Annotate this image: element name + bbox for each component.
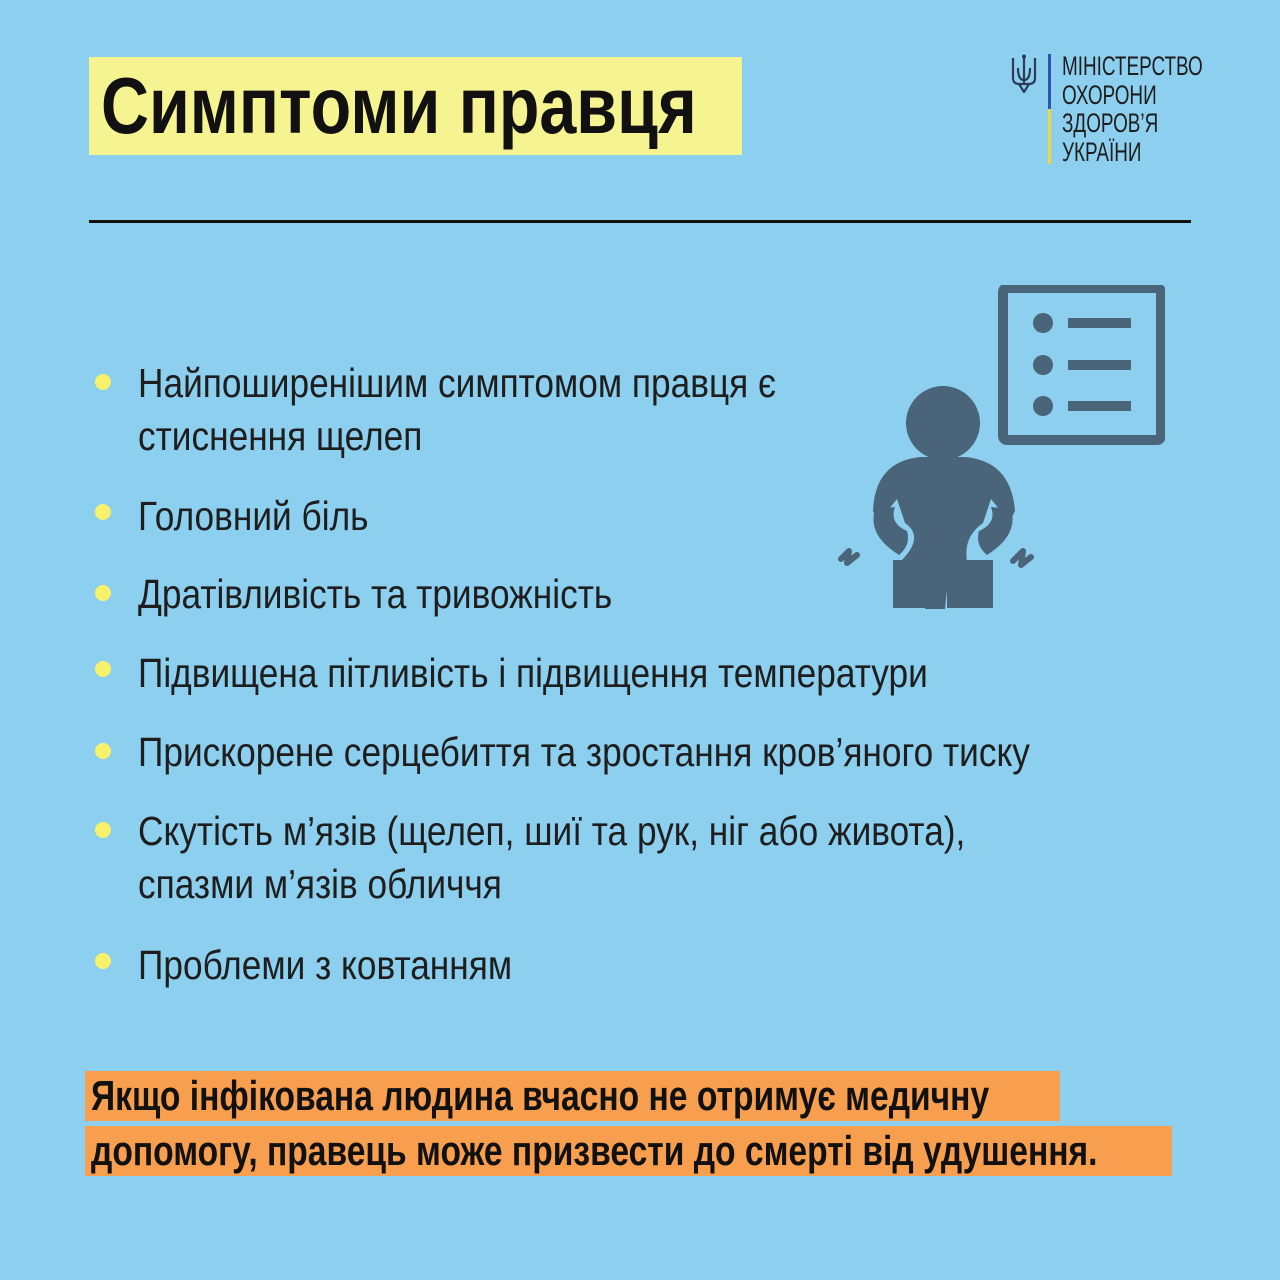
symptom-line: Підвищена пітливість і підвищення температури xyxy=(138,650,928,696)
bullet-icon xyxy=(95,585,111,601)
symptom-line: Прискорене серцебиття та зростання кров’яного тиску xyxy=(138,729,1030,775)
page-title: Симптоми правця xyxy=(101,61,697,150)
symptom-line: Скутість м’язів (щелеп, шиї та рук, ніг або живота), xyxy=(138,808,966,854)
bullet-icon xyxy=(95,504,111,520)
symptom-line: Головний біль xyxy=(138,493,369,539)
logo-line: УКРАЇНИ xyxy=(1062,136,1142,167)
symptom-text xyxy=(138,357,776,463)
logo-line: ЗДОРОВ’Я xyxy=(1062,108,1159,138)
symptom-line: Проблеми з ковтанням xyxy=(138,942,513,988)
symptom-text xyxy=(138,647,928,700)
bullet-icon xyxy=(95,661,111,677)
logo-line: ОХОРОНИ xyxy=(1062,79,1157,110)
warning-note-text: допомогу, правець може призвести до смерті від удушення. xyxy=(91,1127,1098,1174)
symptom-line: Найпоширенішим симптомом правця є xyxy=(138,360,777,406)
logo-line: МІНІСТЕРСТВО xyxy=(1062,51,1203,81)
symptom-text xyxy=(138,939,512,992)
logo-text xyxy=(1062,52,1212,166)
symptom-line: Дратівливість та тривожність xyxy=(138,571,613,617)
bullet-icon xyxy=(95,743,111,759)
symptom-line: спазми м’язів обличчя xyxy=(138,861,502,907)
bullet-icon xyxy=(95,953,111,969)
symptom-text xyxy=(138,805,965,911)
warning-note-text: Якщо інфікована людина вчасно не отримує медичну xyxy=(91,1072,990,1119)
symptom-text xyxy=(138,490,369,543)
symptom-text xyxy=(138,568,612,621)
logo-divider xyxy=(1048,54,1051,164)
symptom-line: стиснення щелеп xyxy=(138,413,423,459)
warning-note-line-2 xyxy=(85,1126,1172,1176)
trident-icon xyxy=(1010,54,1038,94)
bullet-icon xyxy=(95,374,111,390)
ministry-logo xyxy=(1010,51,1203,170)
person-in-pain-with-checklist-icon xyxy=(835,285,1165,615)
bullet-icon xyxy=(95,822,111,838)
symptom-text xyxy=(138,726,1030,779)
header-divider xyxy=(89,220,1191,223)
warning-note-line-1 xyxy=(85,1071,1060,1121)
